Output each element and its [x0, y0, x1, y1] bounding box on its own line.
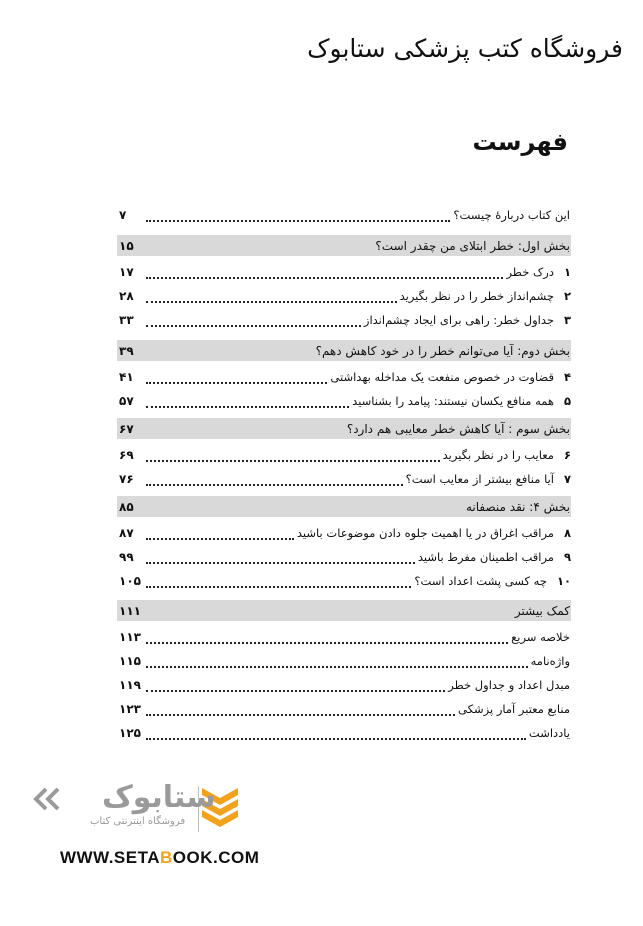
toc-dot-leader	[146, 702, 455, 716]
toc-title: بخش ۴: نقد منصفانه	[466, 499, 570, 514]
toc-title: درک خطر	[506, 265, 554, 279]
toc-title: بخش دوم: آیا می‌توانم خطر را در خود کاهش دهم؟	[315, 343, 570, 358]
toc-entry-row	[117, 261, 571, 283]
setabook-logo	[30, 780, 290, 840]
toc-dot-leader	[146, 265, 503, 279]
toc-title: این کتاب دربارهٔ چیست؟	[453, 208, 570, 222]
toc-dot-leader	[146, 472, 403, 486]
toc-entry-row	[117, 444, 571, 466]
toc-title: چشم‌انداز خطر را در نظر بگیرید	[399, 289, 554, 303]
toc-dot-leader	[146, 654, 528, 668]
toc-page-number: ۷	[119, 208, 127, 222]
toc-title: بخش سوم : آیا کاهش خطر معایبی هم دارد؟	[346, 421, 570, 436]
toc-chapter-number: ۱۰	[556, 574, 571, 588]
toc-dot-leader	[146, 574, 411, 588]
store-title: فروشگاه کتب پزشکی ستابوک	[307, 34, 623, 63]
toc-page-number: ۷۶	[119, 472, 134, 486]
toc-title: واژه‌نامه	[530, 654, 570, 668]
toc-entry-row	[117, 650, 571, 672]
toc-page-number: ۸۵	[119, 499, 134, 514]
toc-page-number: ۹۹	[119, 550, 134, 564]
toc-page-number: ۱۱۱	[119, 603, 141, 618]
toc-title: چه کسی پشت اعداد است؟	[414, 574, 547, 588]
toc-dot-leader	[146, 370, 327, 384]
toc-entry-row	[117, 674, 571, 696]
toc-dot-leader	[146, 630, 508, 644]
toc-title: یادداشت	[528, 726, 570, 740]
toc-heading: فهرست	[472, 128, 568, 156]
toc-chapter-number: ۸	[563, 526, 571, 540]
toc-title: بخش اول: خطر ابتلای من چقدر است؟	[375, 238, 570, 253]
toc-dot-leader	[146, 289, 397, 303]
toc-page-number: ۳۳	[119, 313, 134, 327]
toc-title: معایب را در نظر بگیرید	[442, 448, 554, 462]
toc-chapter-number: ۵	[563, 394, 571, 408]
toc-page-number: ۱۱۹	[119, 678, 141, 692]
toc-page-number: ۸۷	[119, 526, 134, 540]
toc-title: کمک بیشتر	[514, 603, 570, 618]
toc-page-number: ۶۹	[119, 448, 134, 462]
toc-chapter-number: ۴	[563, 370, 571, 384]
toc-title: همه منافع یکسان نیستند: پیامد را بشناسید	[352, 394, 554, 408]
toc-page-number: ۱۲۵	[119, 726, 141, 740]
toc-section-row	[117, 235, 571, 256]
toc-chapter-number: ۱	[563, 265, 571, 279]
toc-title: مراقب اطمینان مفرط باشید	[417, 550, 554, 564]
toc-page-number: ۱۰۵	[119, 574, 141, 588]
website-url[interactable]	[60, 848, 259, 868]
toc-chapter-number: ۷	[563, 472, 571, 486]
toc-dot-leader	[146, 526, 294, 540]
toc-dot-leader	[146, 678, 445, 692]
toc-section-row	[117, 496, 571, 517]
toc-entry-row	[117, 698, 571, 720]
toc-dot-leader	[146, 726, 526, 740]
url-suffix: OOK.COM	[172, 848, 260, 867]
toc-title: جداول خطر: راهی برای ایجاد چشم‌انداز	[363, 313, 554, 327]
toc-title: منابع معتبر آمار پزشکی	[458, 702, 570, 716]
url-accent: B	[160, 848, 173, 867]
toc-title: قضاوت در خصوص منفعت یک مداخله بهداشتی	[330, 370, 554, 384]
toc-title: خلاصه سریع	[511, 630, 570, 644]
toc-dot-leader	[146, 208, 450, 222]
toc-page-number: ۲۸	[119, 289, 134, 303]
toc-chapter-number: ۲	[563, 289, 571, 303]
toc-chapter-number: ۶	[563, 448, 571, 462]
toc-entry-row	[117, 722, 571, 744]
toc-page-number: ۵۷	[119, 394, 134, 408]
toc-title: آیا منافع بیشتر از معایب است؟	[405, 472, 554, 486]
brand-tagline: فروشگاه اینترنتی کتاب	[90, 816, 186, 827]
toc-page-number: ۱۲۳	[119, 702, 141, 716]
toc-entry-row	[117, 204, 571, 226]
toc-section-row	[117, 340, 571, 361]
toc-entry-row	[117, 468, 571, 490]
toc-entry-row	[117, 390, 571, 412]
toc-entry-row	[117, 522, 571, 544]
toc-entry-row	[117, 309, 571, 331]
brand-wordmark: ستابوک	[102, 780, 216, 815]
toc-page-number: ۱۱۳	[119, 630, 141, 644]
toc-page-number: ۶۷	[119, 421, 134, 436]
toc-page-number: ۱۱۵	[119, 654, 141, 668]
toc-chapter-number: ۹	[563, 550, 571, 564]
toc-dot-leader	[146, 394, 349, 408]
toc-page-number: ۳۹	[119, 343, 134, 358]
toc-section-row	[117, 600, 571, 621]
toc-dot-leader	[146, 448, 440, 462]
toc-title: مبدل اعداد و جداول خطر	[448, 678, 570, 692]
toc-entry-row	[117, 366, 571, 388]
toc-dot-leader	[146, 313, 361, 327]
toc-page-number: ۱۷	[119, 265, 134, 279]
toc-entry-row	[117, 570, 571, 592]
url-prefix: WWW.SETA	[60, 848, 160, 867]
toc-entry-row	[117, 626, 571, 648]
toc-page-number: ۴۱	[119, 370, 134, 384]
toc-page-number: ۱۵	[119, 238, 134, 253]
toc-entry-row	[117, 546, 571, 568]
double-chevron-icon	[30, 786, 64, 812]
toc-dot-leader	[146, 550, 415, 564]
toc-chapter-number: ۳	[563, 313, 571, 327]
toc-section-row	[117, 418, 571, 439]
toc-entry-row	[117, 285, 571, 307]
toc-title: مراقب اغراق در یا اهمیت جلوه دادن موضوعات باشید	[296, 526, 554, 540]
